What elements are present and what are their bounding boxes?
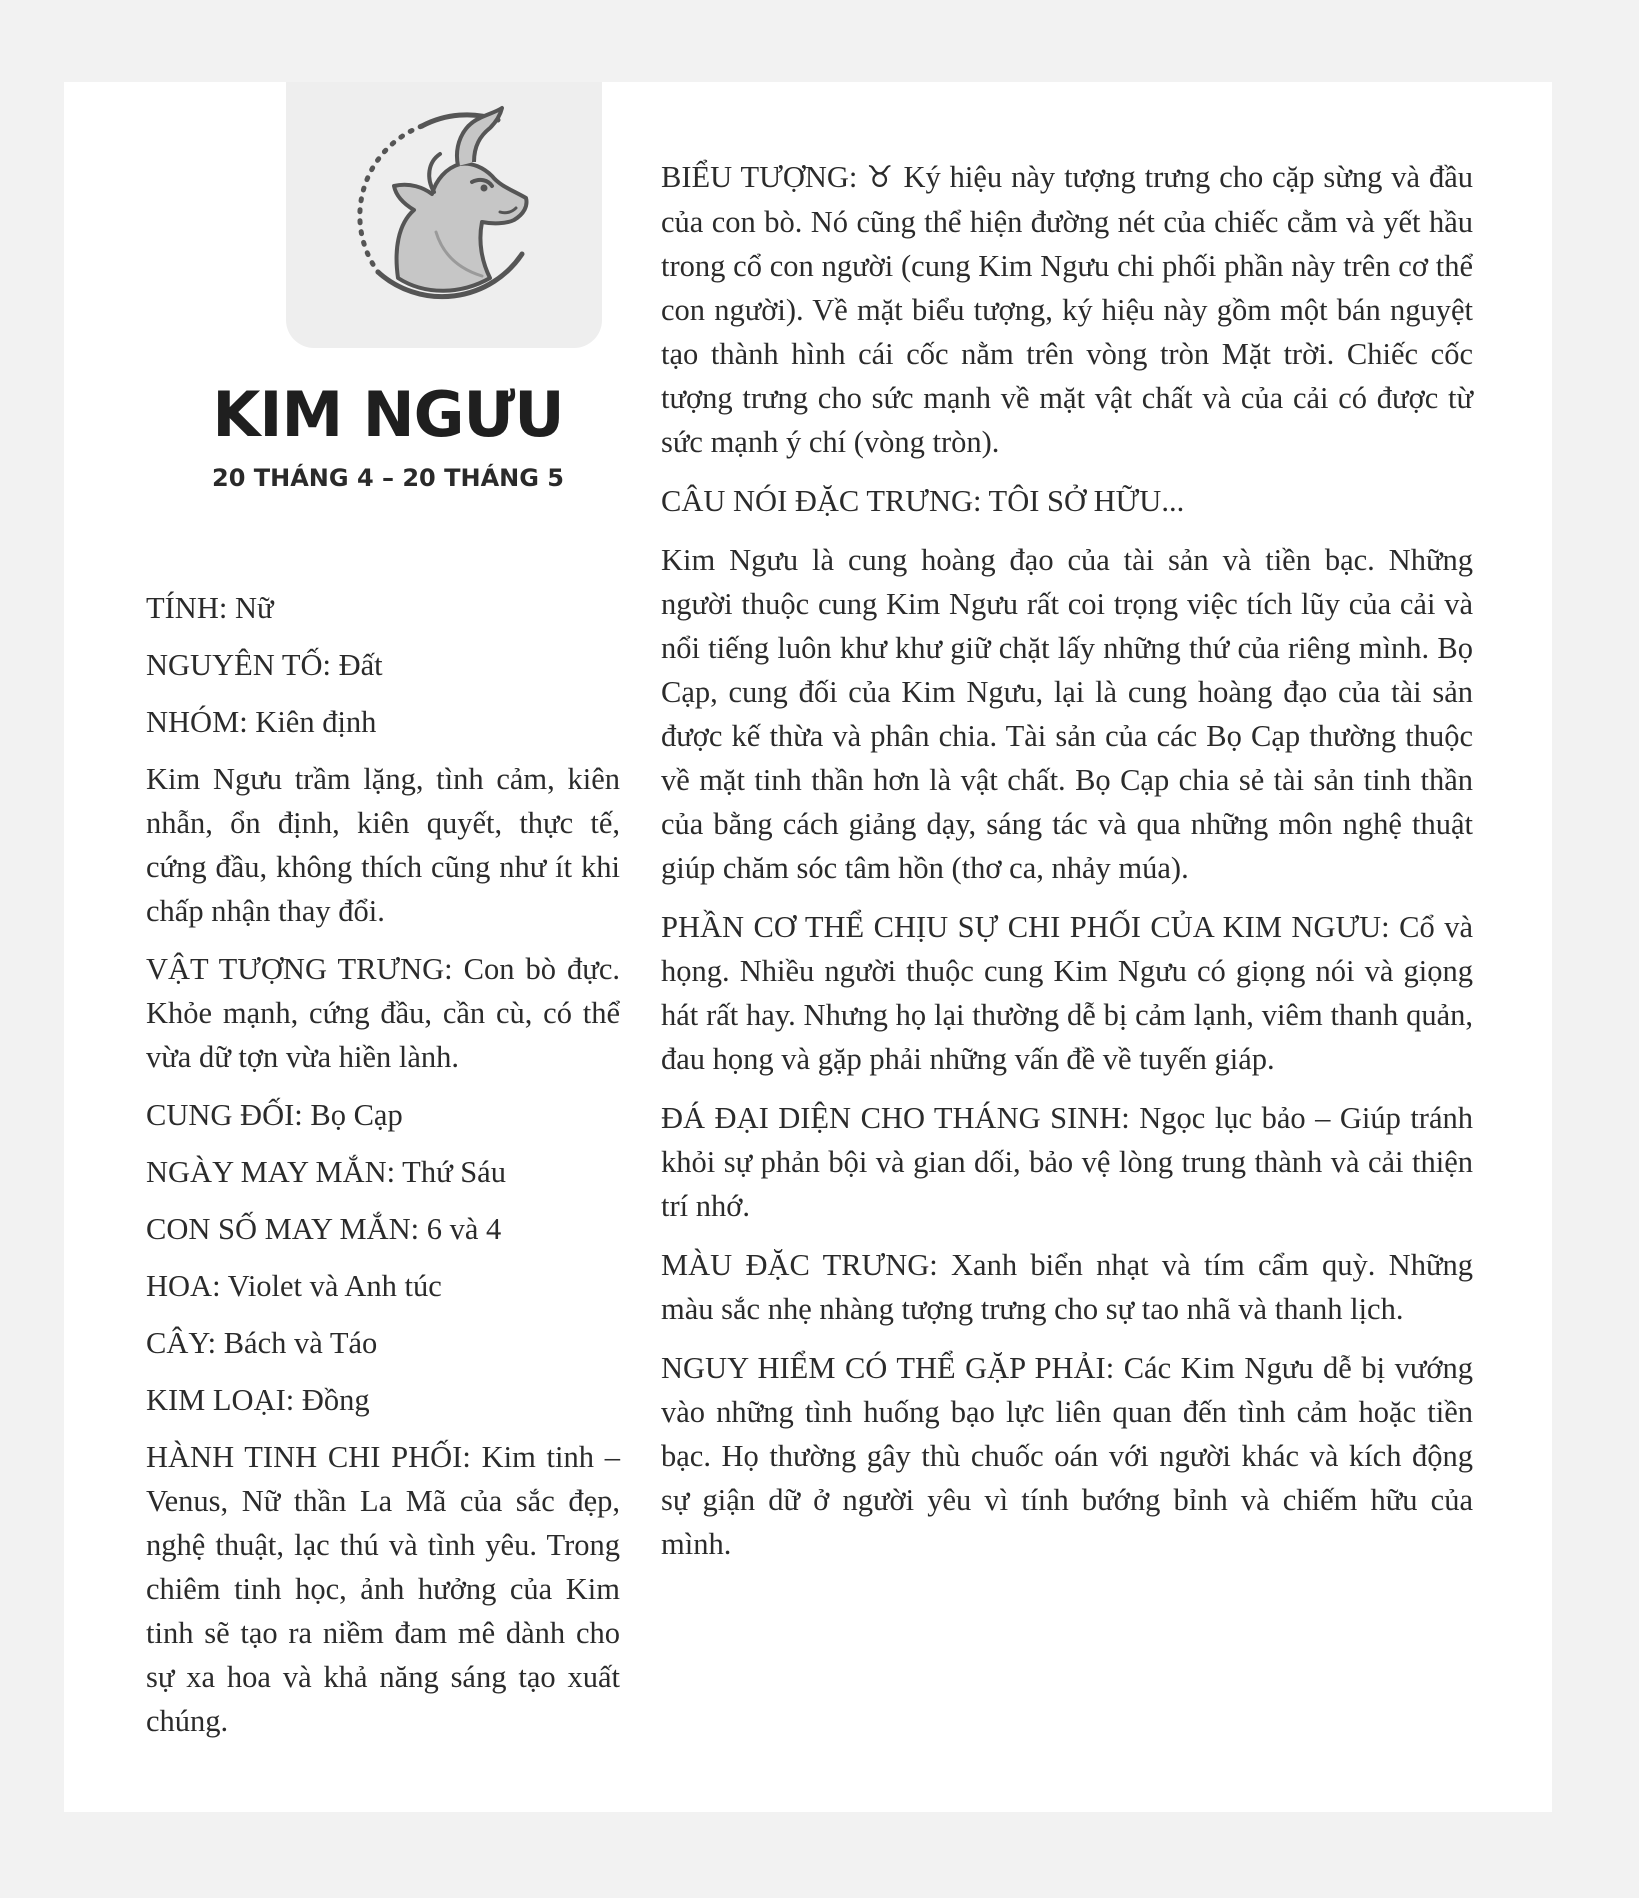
sign-title: KIM NGƯU [212,378,564,451]
right-column [661,155,1473,1581]
taurus-bull-icon [286,82,602,348]
symbol-text: Ký hiệu này tượng trưng cho cặp sừng và đầu của con bò. Nó cũng thể hiện đường nét của chiếc cằm và yết hầu trong cổ con người (cung Kim Ngưu chi phối phần này trên cơ thể con người). Về mặt biểu tượng, ký hiệu này gồm một bán nguyệt tạo thành hình cái cốc nằm trên vòng tròn Mặt trời. Chiếc cốc tượng trưng cho sức mạnh về mặt vật chất và của cải có được từ sức mạnh ý chí (vòng tròn). [661,160,1474,459]
colors-paragraph: MÀU ĐẶC TRƯNG: Xanh biển nhạt và tím cẩm quỳ. Những màu sắc nhẹ nhàng tượng trưng cho sự tao nhã và thanh lịch. [661,1248,1473,1326]
wealth-paragraph: Kim Ngưu là cung hoàng đạo của tài sản và tiền bạc. Những người thuộc cung Kim Ngưu rất coi trọng việc tích lũy của cải và nổi tiếng luôn khư khư giữ chặt lấy những thứ của riêng mình. Bọ Cạp, cung đối của Kim Ngưu, lại là cung hoàng đạo của tài sản được kế thừa và phân chia. Tài sản của các Bọ Cạp thường thuộc về mặt tinh thần hơn là vật chất. Bọ Cạp chia sẻ tài sản tinh thần của bằng cách giảng dạy, sáng tác và qua những môn nghệ thuật giúp chăm sóc tâm hồn (thơ ca, nhảy múa). [661,543,1473,885]
birthstone-paragraph: ĐÁ ĐẠI DIỆN CHO THÁNG SINH: Ngọc lục bảo – Giúp tránh khỏi sự phản bội và gian dối, bảo vệ lòng trung thành và cải thiện trí nhớ. [661,1101,1473,1223]
body-part-paragraph: PHẦN CƠ THỂ CHỊU SỰ CHI PHỐI CỦA KIM NGƯU: Cổ và họng. Nhiều người thuộc cung Kim Ngưu có giọng nói và giọng hát rất hay. Nhưng họ lại thường dễ bị cảm lạnh, viêm thanh quản, đau họng và gặp phải những vấn đề về tuyến giáp. [661,910,1473,1076]
book-page [64,82,1552,1812]
group-line: NHÓM: Kiên định [146,705,377,739]
icon-tile [286,82,602,348]
motto-line: CÂU NÓI ĐẶC TRƯNG: TÔI SỞ HỮU... [661,484,1185,518]
symbol-label: BIỂU TƯỢNG: [661,160,858,194]
traits-paragraph: Kim Ngưu trầm lặng, tình cảm, kiên nhẫn, ổn định, kiên quyết, thực tế, cứng đầu, không thích cũng như ít khi chấp nhận thay đổi. [146,762,620,928]
ruling-planet-paragraph: HÀNH TINH CHI PHỐI: Kim tinh – Venus, Nữ thần La Mã của sắc đẹp, nghệ thuật, lạc thú và tình yêu. Trong chiêm tinh học, ảnh hưởng của Kim tinh sẽ tạo ra niềm đam mê dành cho sự xa hoa và khả năng sáng tạo xuất chúng. [146,1440,620,1738]
lucky-numbers-line: CON SỐ MAY MẮN: 6 và 4 [146,1212,502,1246]
gender-line: TÍNH: Nữ [146,591,274,625]
symbol-paragraph [661,155,1473,464]
trees-line: CÂY: Bách và Táo [146,1326,378,1360]
opposite-sign-line: CUNG ĐỐI: Bọ Cạp [146,1098,403,1132]
taurus-glyph-icon: ♉ [866,160,895,195]
flowers-line: HOA: Violet và Anh túc [146,1269,442,1303]
sign-dates: 20 THÁNG 4 – 20 THÁNG 5 [212,464,564,492]
element-line: NGUYÊN TỐ: Đất [146,648,383,682]
lucky-day-line: NGÀY MAY MẮN: Thứ Sáu [146,1155,506,1189]
left-column [146,586,620,1757]
dangers-paragraph: NGUY HIỂM CÓ THỂ GẶP PHẢI: Các Kim Ngưu dễ bị vướng vào những tình huống bạo lực liên quan đến tình cảm hoặc tiền bạc. Họ thường gây thù chuốc oán với người khác và kích động sự giận dữ ở người yêu vì tính bướng bỉnh và chiếm hữu của mình. [661,1351,1473,1561]
symbol-animal-paragraph: VẬT TƯỢNG TRƯNG: Con bò đực. Khỏe mạnh, cứng đầu, cần cù, có thể vừa dữ tợn vừa hiền lành. [146,952,620,1074]
metal-line: KIM LOẠI: Đồng [146,1383,370,1417]
